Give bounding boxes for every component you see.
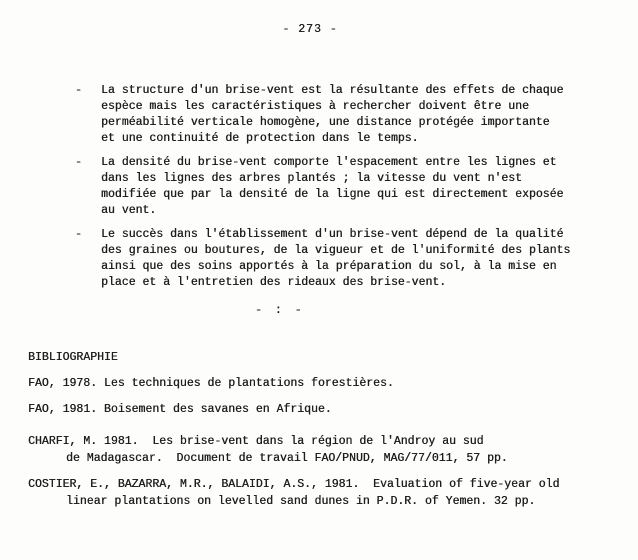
paragraph-line: Le succès dans l'établissement d'un brise-vent dépend de la qualité <box>101 228 564 241</box>
bullet-dash: - <box>75 84 82 97</box>
paragraph-line: espèce mais les caractéristiques à rechercher doivent être une <box>101 100 529 113</box>
bibliography-entry-fao-1981 <box>28 401 332 418</box>
bullet-paragraph-structure <box>75 83 570 147</box>
bibliography-entry-fao-1978 <box>28 375 394 392</box>
bullet-paragraph-densite <box>75 155 570 219</box>
entry-line: de Madagascar. Document de travail FAO/PNUD, MAG/77/011, 57 pp. <box>66 452 508 465</box>
entry-line: FAO, 1981. Boisement des savanes en Afrique. <box>28 403 332 416</box>
entry-line: COSTIER, E., BAZARRA, M.R., BALAIDI, A.S., 1981. Evaluation of five-year old <box>28 478 560 491</box>
bibliography-heading: BIBLIOGRAPHIE <box>28 351 118 364</box>
paragraph-line: modifiée que par la densité de la ligne qui est directement exposée <box>101 188 564 201</box>
bullet-paragraph-text <box>101 227 570 291</box>
body-paragraphs <box>75 83 570 299</box>
bullet-dash: - <box>75 228 82 241</box>
paragraph-line: ainsi que des soins apportés à la préparation du sol, à la mise en <box>101 260 557 273</box>
page-number: - 273 - <box>282 23 338 36</box>
paragraph-line: La densité du brise-vent comporte l'espacement entre les lignes et <box>101 156 557 169</box>
section-separator: - : - <box>255 304 305 317</box>
paragraph-line: des graines ou boutures, de la vigueur et de l'uniformité des plants <box>101 244 571 257</box>
entry-line: linear plantations on levelled sand dunes in P.D.R. of Yemen. 32 pp. <box>66 495 536 508</box>
paragraph-line: et une continuité de protection dans le temps. <box>101 132 419 145</box>
bullet-paragraph-text <box>101 83 563 147</box>
paragraph-line: place et à l'entretien des rideaux des brise-vent. <box>101 276 447 289</box>
paragraph-line: La structure d'un brise-vent est la résultante des effets de chaque <box>101 84 564 97</box>
bullet-paragraph-text <box>101 155 563 219</box>
paragraph-line: dans les lignes des arbres plantés ; la vitesse du vent n'est <box>101 172 522 185</box>
entry-line: FAO, 1978. Les techniques de plantations forestières. <box>28 377 394 390</box>
bullet-paragraph-succes <box>75 227 570 291</box>
bibliography-entry-costier <box>28 476 559 510</box>
bullet-dash: - <box>75 156 82 169</box>
paragraph-line: perméabilité verticale homogène, une distance protégée importante <box>101 116 550 129</box>
paragraph-line: au vent. <box>101 204 157 217</box>
bibliography-entry-charfi <box>28 433 508 467</box>
entry-line: CHARFI, M. 1981. Les brise-vent dans la région de l'Androy au sud <box>28 435 484 448</box>
